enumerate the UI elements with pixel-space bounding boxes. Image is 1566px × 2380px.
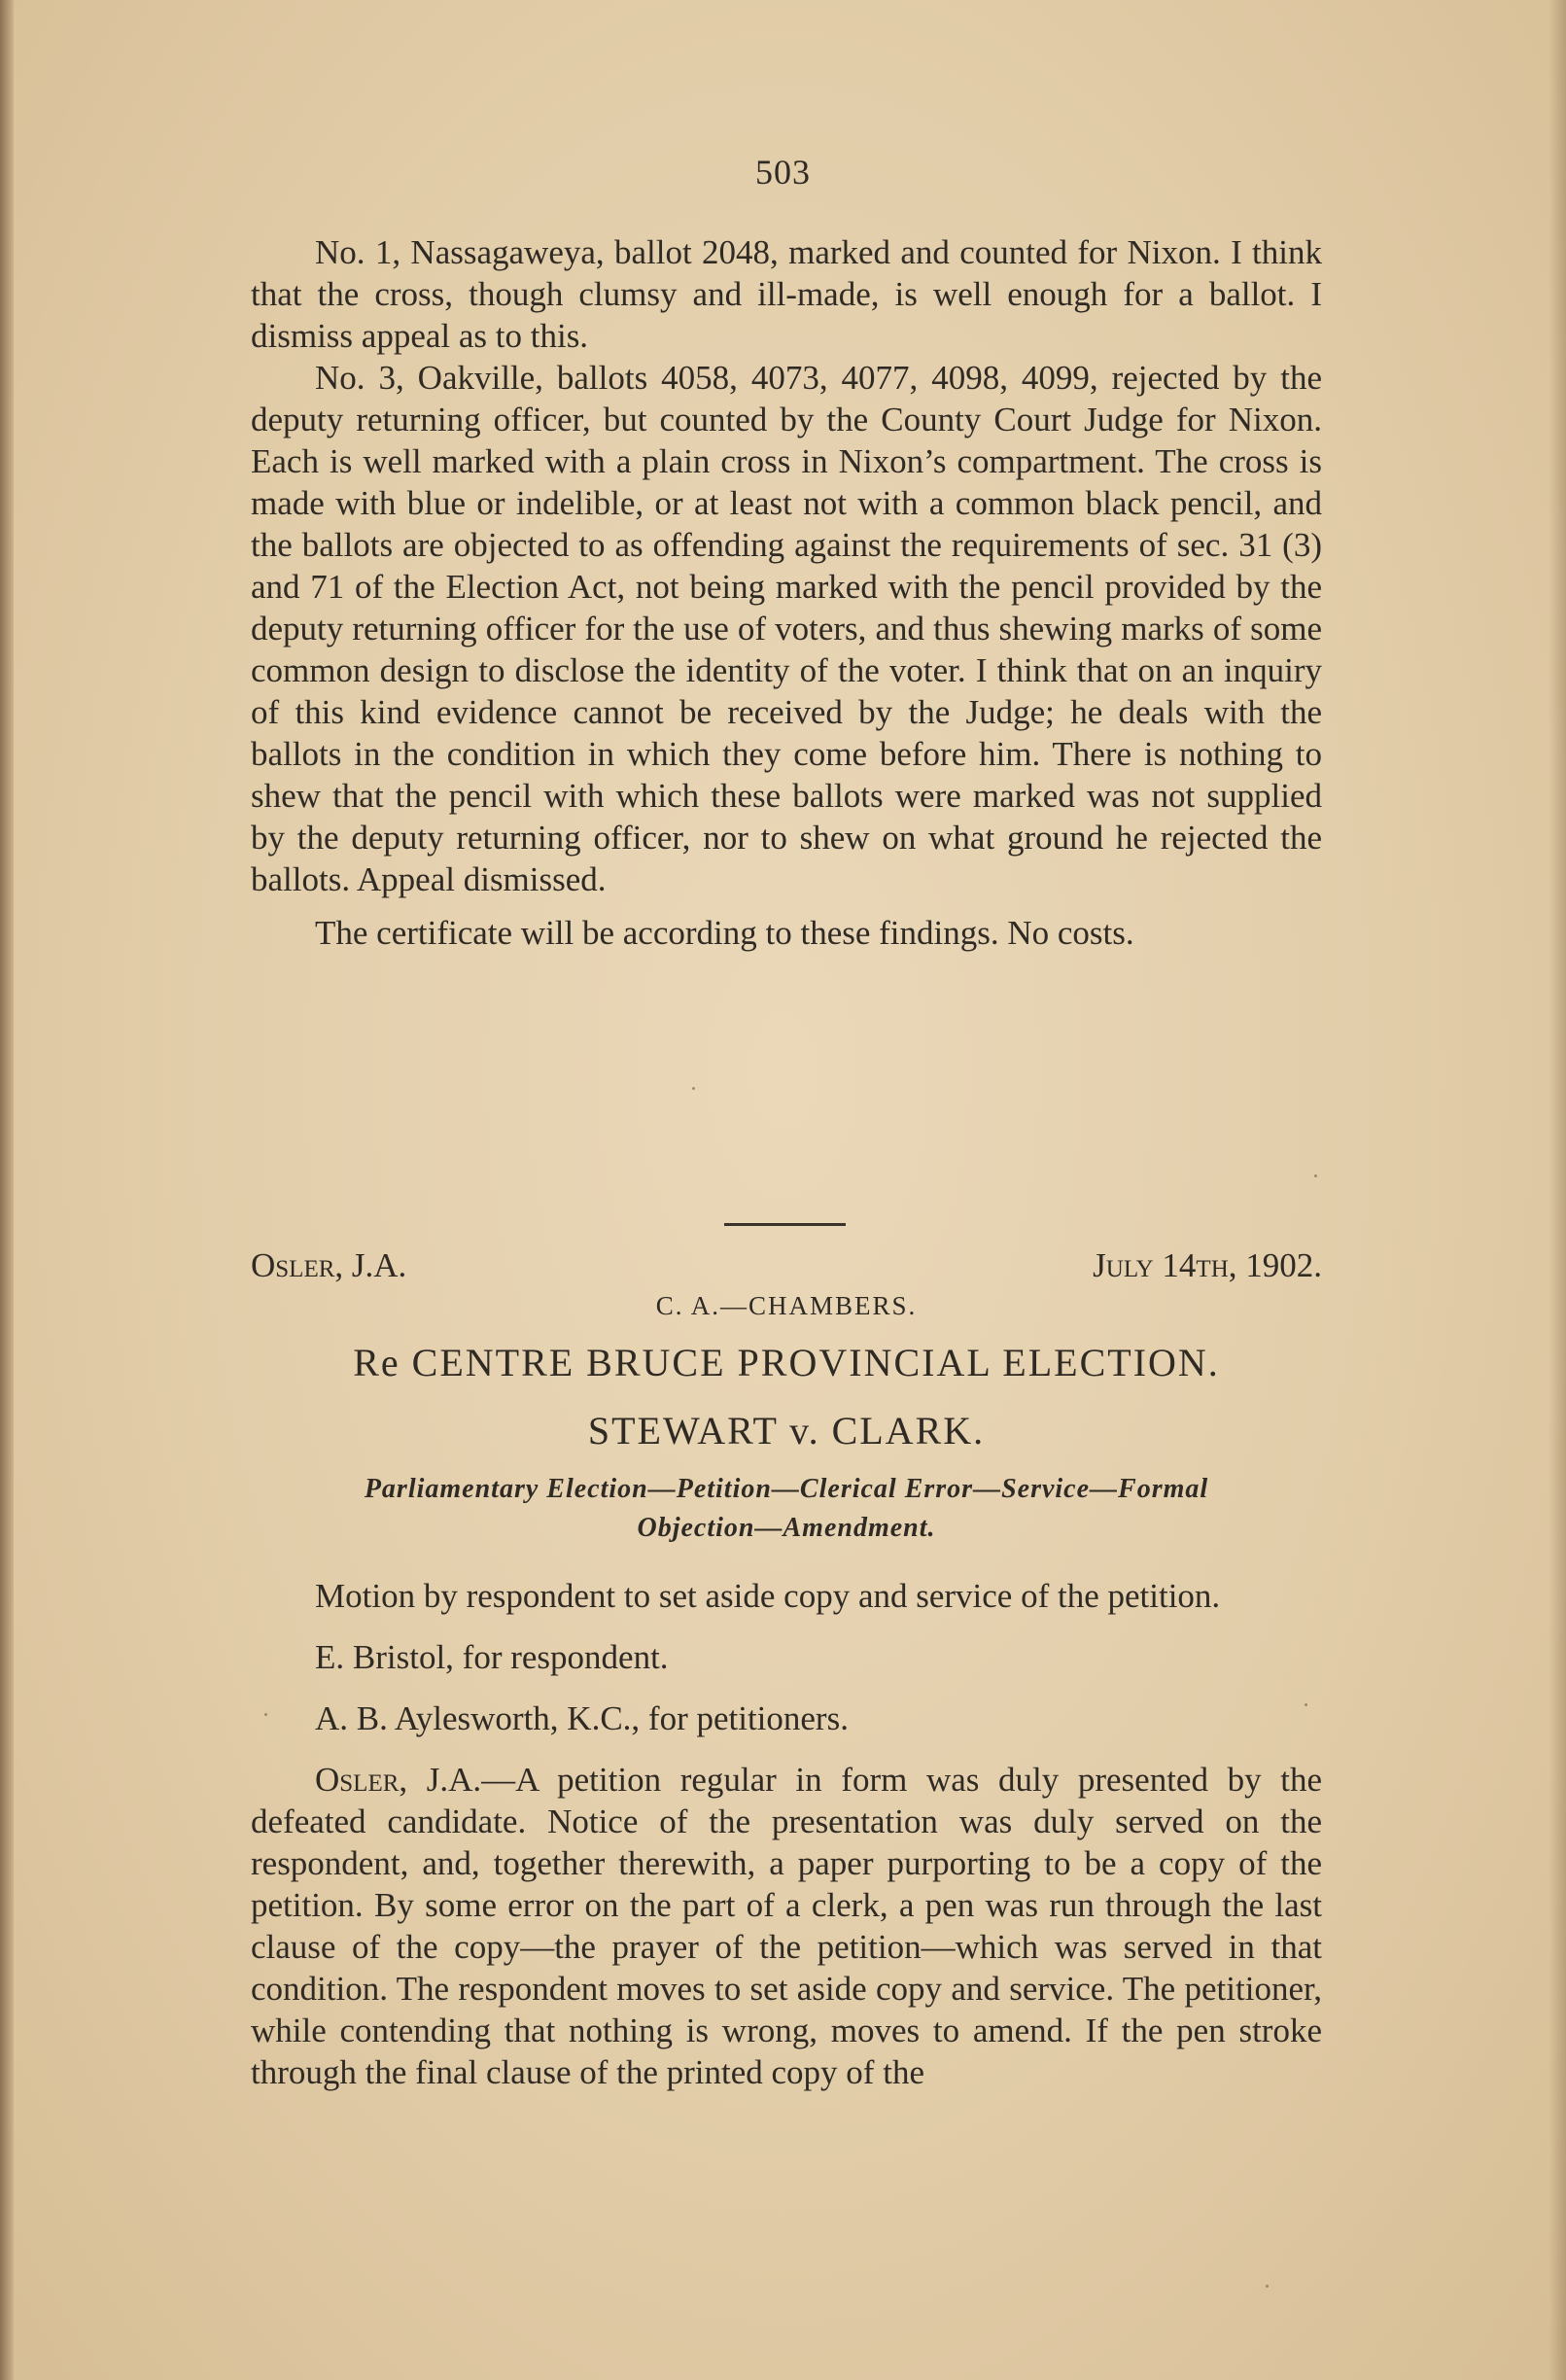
paper-speck [1266,2285,1269,2288]
counsel-petitioners: A. B. Aylesworth, K.C., for petitioners. [315,1699,849,1737]
paper-speck [692,1087,695,1090]
paragraph-nassagaweya: No. 1, Nassagaweya, ballot 2048, marked and counted for Nixon. I think that the cross, though clumsy and ill-made, is well enough for a ballot. I dismiss appeal as to this. [251,233,1322,355]
paper-speck [264,1713,267,1716]
headnote [251,1470,1322,1548]
counsel-respondent: E. Bristol, for respondent. [315,1638,669,1676]
motion-block [251,1575,1322,2093]
section-divider [724,1223,846,1226]
judge-name: Osler, J.A. [251,1246,407,1284]
motion-paragraph: Motion by respondent to set aside copy and service of the petition. [315,1577,1221,1615]
case-title: Re CENTRE BRUCE PROVINCIAL ELECTION. [353,1341,1220,1384]
judgment-speaker: Osler, J.A. [315,1761,482,1799]
court-name: C. A.—CHAMBERS. [655,1291,918,1320]
paragraph-oakville: No. 3, Oakville, ballots 4058, 4073, 4077, 4098, 4099, rejected by the deputy returning officer, but counted by the County Court Judge for Nixon. Each is well marked with a plain cross in Nixon’s compartment. The cross is made with blue or indelible, or at least not with a common black pencil, and the ballots are objected to as offending against the requirements of sec. 31 (3) and 71 of the Election Act, not being marked with the pencil provided by the deputy returning officer for the use of voters, and thus shewing marks of some common design to disclose the identity of the voter. I think that on an inquiry of this kind evidence cannot be received by the Judge; he deals with the ballots in the condition in which they come before him. There is nothing to shew that the pencil with which these ballots were marked was not supplied by the deputy returning officer, nor to shew on what ground he rejected the ballots. Appeal dismissed. [251,359,1322,898]
judgment-paragraph [251,1759,1322,2093]
paper-speck [1314,1174,1317,1177]
judgment-text: —A petition regular in form was duly presented by the defeated candidate. Notice of the presentation was duly served on the respondent, and, together therewith, a paper purporting to be a copy of the petition. By some error on the part of a clerk, a pen was run through the last clause of the copy—the prayer of the petition—which was served in that condition. The respondent moves to set aside copy and service. The petitioner, while contending that nothing is wrong, moves to amend. If the pen stroke through the final clause of the printed copy of the [251,1761,1322,2091]
page-number: 503 [755,153,811,192]
headnote-line-1: Parliamentary Election—Petition—Clerical Error—Service—Formal [364,1474,1209,1504]
decision-date: July 14th, 1902. [1093,1246,1322,1284]
case-name: STEWART v. CLARK. [587,1409,986,1452]
paragraph-certificate: The certificate will be according to these findings. No costs. [315,914,1134,952]
headnote-line-2: Objection—Amendment. [637,1513,936,1543]
page-edge-shadow [1549,0,1566,2380]
page-spine [0,0,14,2380]
opening-paragraphs [251,231,1322,954]
paper-speck [1305,1703,1307,1706]
